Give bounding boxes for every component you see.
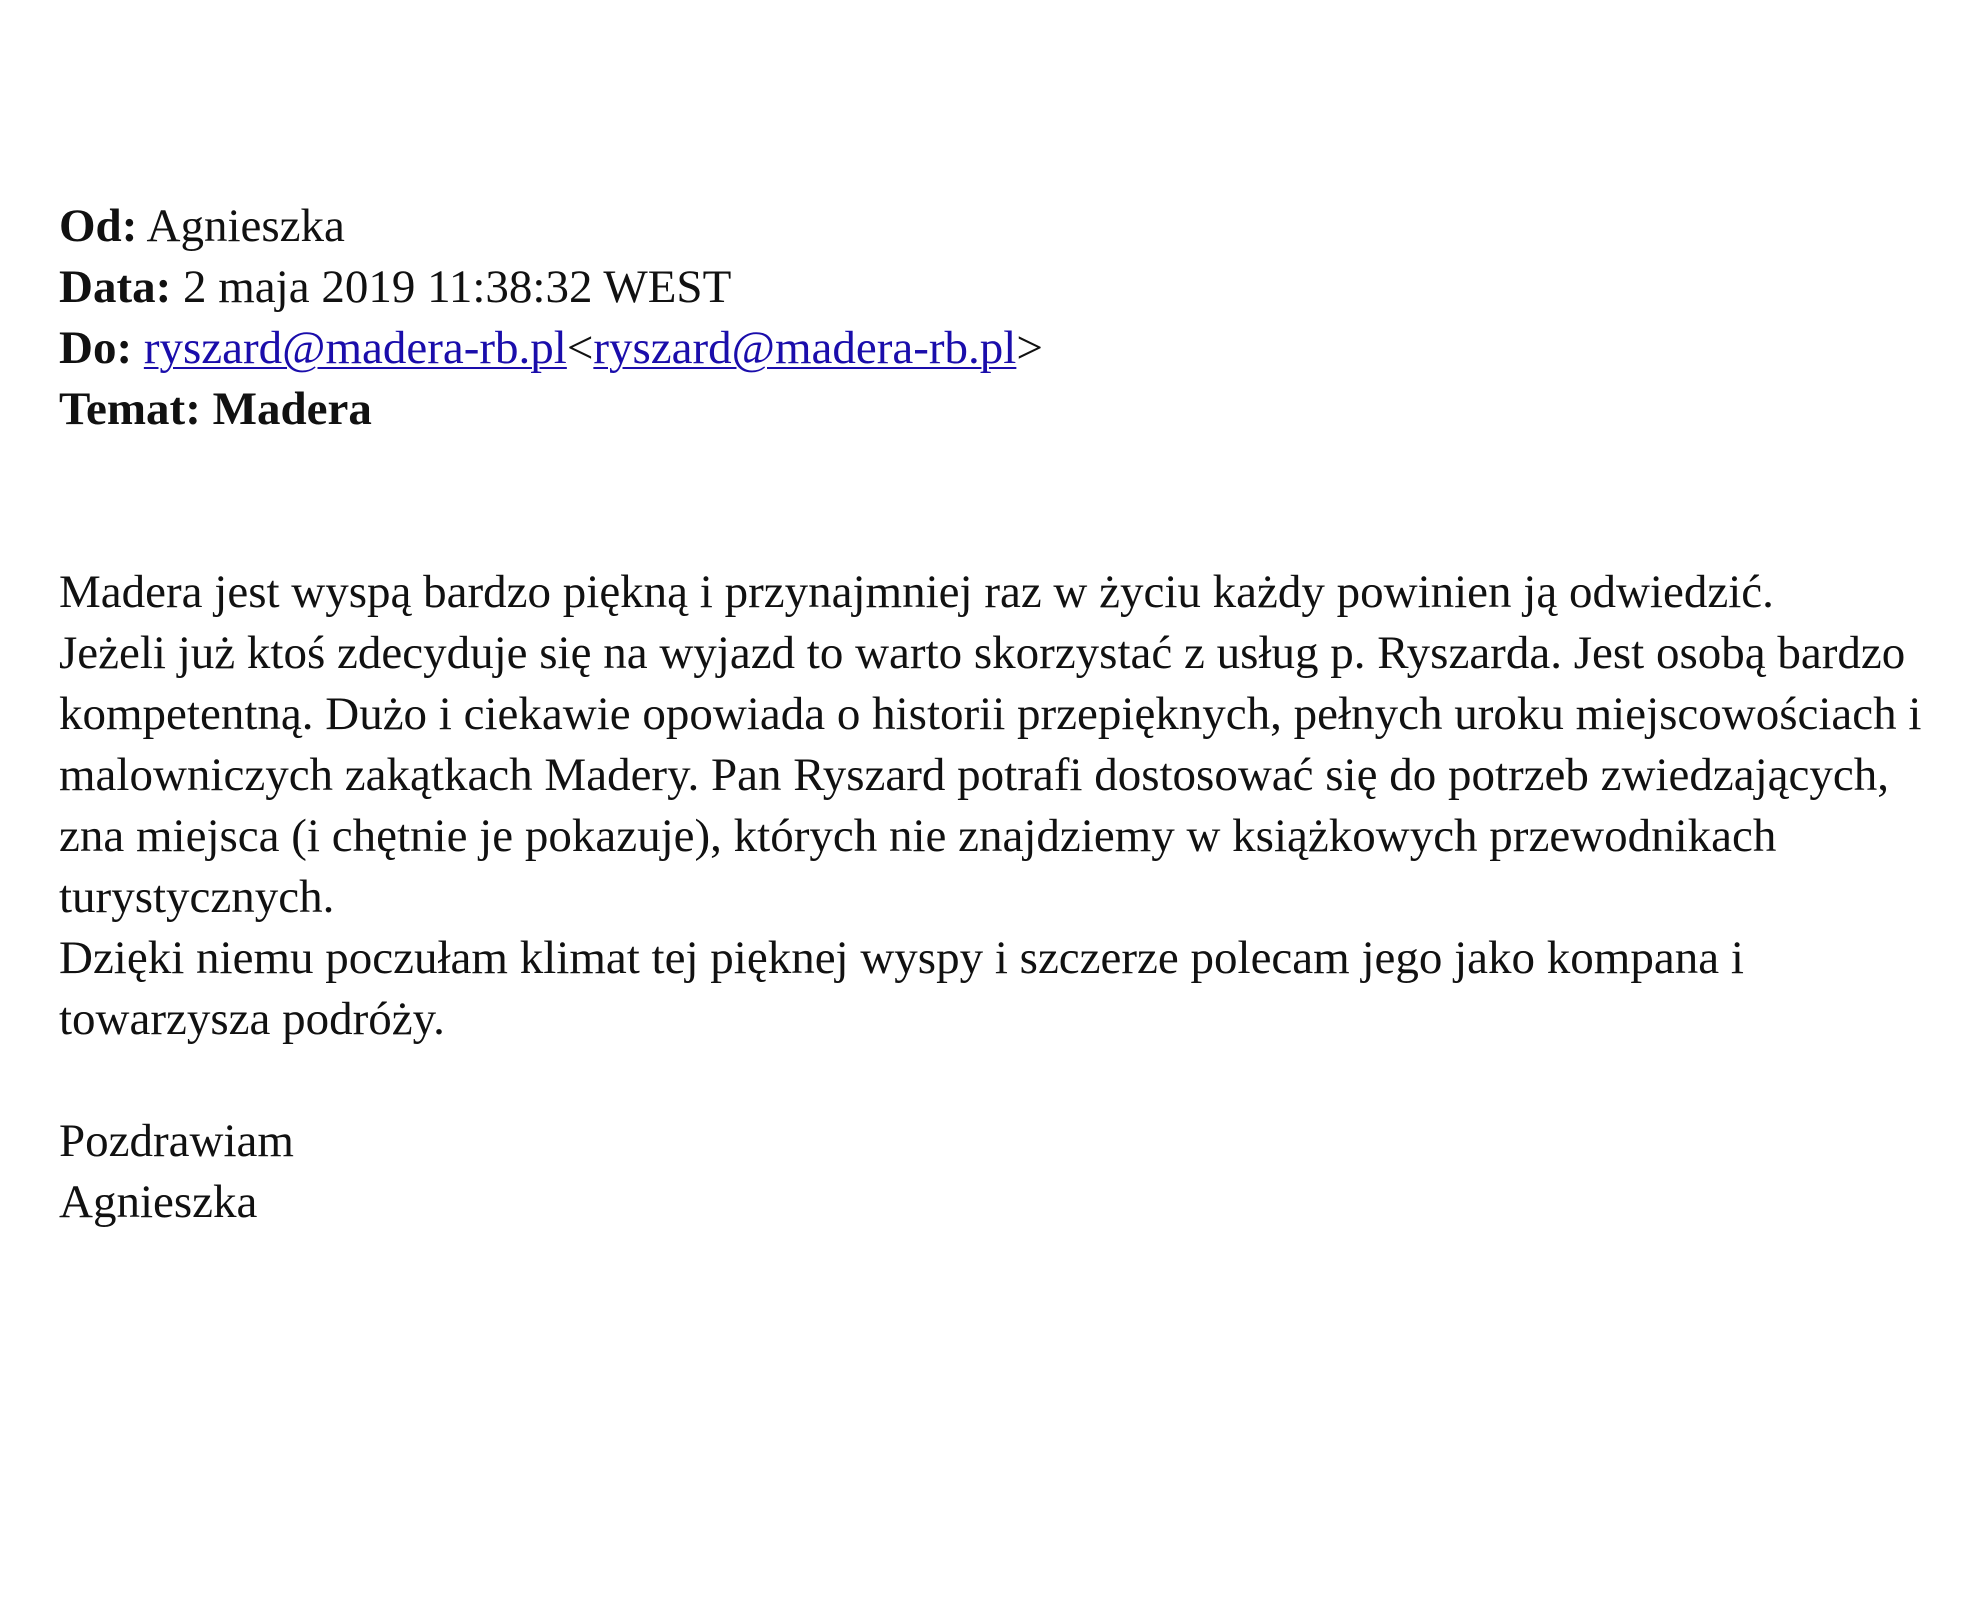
- from-label: Od:: [59, 200, 138, 252]
- to-email-link[interactable]: ryszard@madera-rb.pl: [143, 322, 567, 374]
- subject-value: Madera: [212, 383, 372, 435]
- email-document: [59, 196, 1949, 1233]
- header-body-spacer: [59, 440, 1949, 562]
- from-line: [59, 196, 1949, 257]
- body-paragraph-3: Dzięki niemu poczułam klimat tej pięknej wyspy i szczerze polecam jego jako kompana i towarzysza podróży.: [59, 932, 1744, 1045]
- subject-line: [59, 379, 1949, 440]
- date-line: [59, 257, 1949, 318]
- date-value: 2 maja 2019 11:38:32 WEST: [183, 261, 732, 313]
- to-bracket-close: >: [1016, 322, 1043, 374]
- email-body: [59, 562, 1949, 1233]
- subject-label: Temat:: [59, 383, 201, 435]
- from-value: Agnieszka: [146, 200, 345, 252]
- signature-name: Agnieszka: [59, 1176, 258, 1228]
- to-bracket-open: <: [566, 322, 594, 374]
- body-paragraph-2: Jeżeli już ktoś zdecyduje się na wyjazd to warto skorzystać z usług p. Ryszarda. Jest osobą bardzo kompetentną. Dużo i ciekawie opowiada o historii przepięknych, pełnych uroku miejscowościach i malowniczych zakątkach Madery. Pan Ryszard potrafi dostosować się do potrzeb zwiedzających, zna miejsca (i chętnie je pokazuje), których nie znajdziemy w książkowych przewodnikach turystycznych.: [59, 627, 1922, 923]
- body-paragraph-1: Madera jest wyspą bardzo piękną i przynajmniej raz w życiu każdy powinien ją odwiedzić.: [59, 566, 1774, 618]
- to-line: [59, 318, 1949, 379]
- signature-spacer: [59, 1050, 1949, 1111]
- date-label: Data:: [59, 261, 172, 313]
- to-label: Do:: [59, 322, 133, 374]
- to-email-bracketed-link[interactable]: ryszard@madera-rb.pl: [593, 322, 1017, 374]
- closing-text: Pozdrawiam: [59, 1115, 294, 1167]
